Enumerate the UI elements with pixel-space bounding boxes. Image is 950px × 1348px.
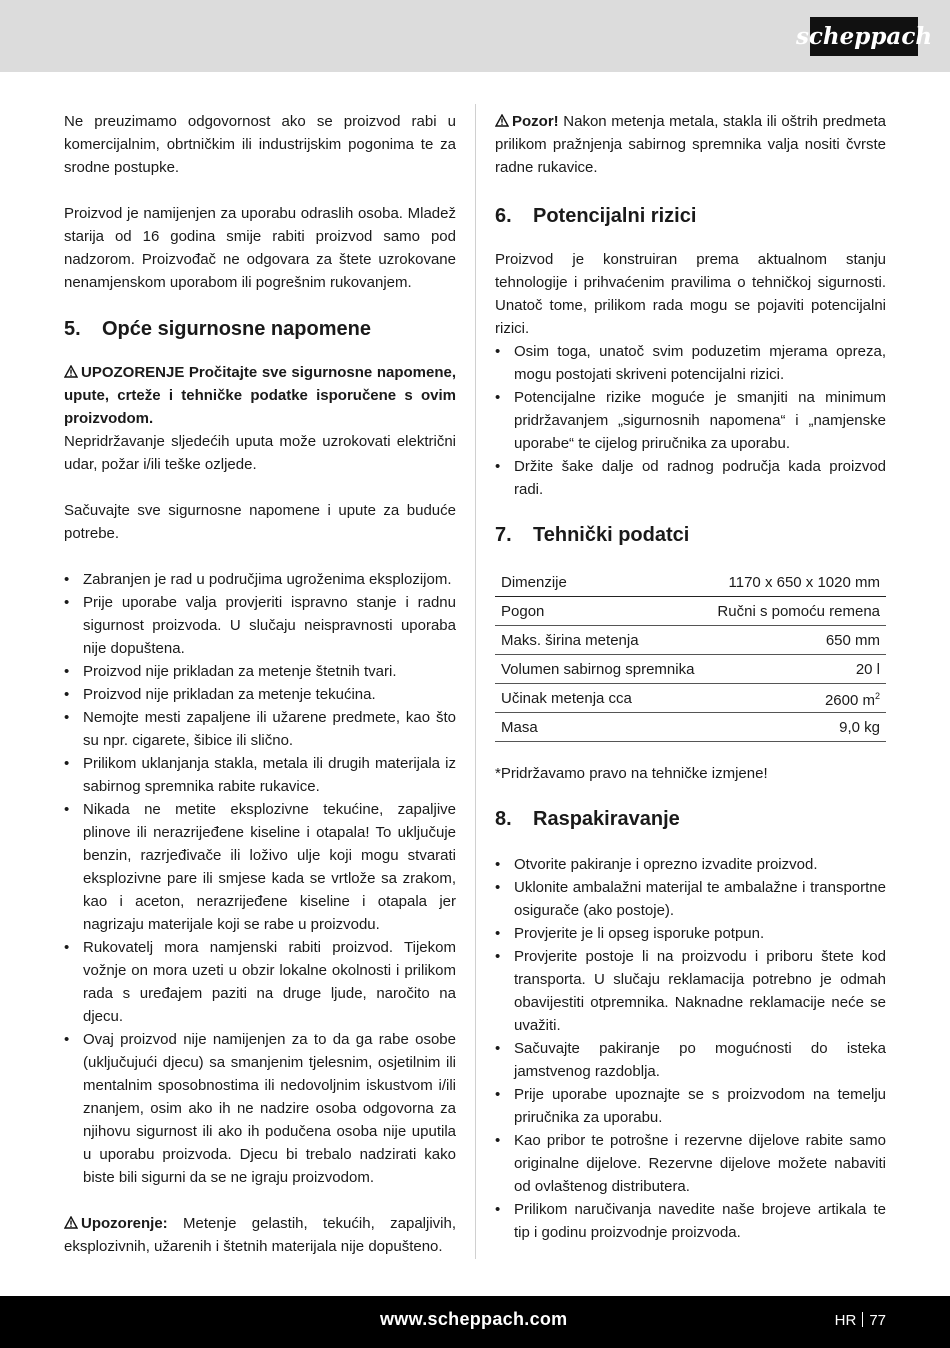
list-item: • Nemojte mesti zapaljene ili užarene predmete, kao što su npr. cigarete, šibice ili slično.	[64, 706, 456, 752]
table-row	[495, 568, 886, 597]
section-6-heading	[495, 203, 886, 229]
table-cell-label: Volumen sabirnog spremnika	[495, 655, 706, 684]
unpacking-bullet-list	[495, 853, 886, 1244]
technical-data-table	[495, 568, 886, 742]
list-item: • Proizvod nije prikladan za metenje štetnih tvari.	[64, 660, 456, 683]
liability-paragraph: Ne preuzimamo odgovornost ako se proizvod rabi u komercijalnim, obrtničkim ili industrijskim pogonima te za srodne postupke.	[64, 113, 456, 176]
section-7-heading	[495, 522, 886, 548]
section-8-heading	[495, 806, 886, 832]
page-header	[0, 0, 950, 72]
technical-changes-note: *Pridržavamo pravo na tehničke izmjene!	[495, 765, 768, 782]
safety-warning-heading	[64, 361, 456, 430]
section-number: 7.	[495, 524, 512, 546]
list-item: • Kao pribor te potrošne i rezervne dijelove rabite samo originalne dijelove. Rezervne dijelove možete nabaviti od ovlaštenog distributera.	[495, 1129, 886, 1198]
table-cell-value: Ručni s pomoću remena	[706, 597, 886, 626]
table-row	[495, 597, 886, 626]
list-item: • Zabranjen je rad u područjima ugroženima eksplozijom.	[64, 568, 456, 591]
table-row	[495, 626, 886, 655]
separator	[862, 1312, 863, 1327]
table-cell-value: 9,0 kg	[706, 713, 886, 742]
list-item: • Nikada ne metite eksplozivne tekućine, zapaljive plinove ili nerazrijeđene kiseline i otapala! To uključuje benzin, razrjeđivače ili loživo ulje koji mogu stvarati eksplozivne pare ili smjese kada se vrtlože sa zrakom, kao i aceton, nerazrijeđene kiseline i otapala jer nagrizaju materijale koji se rabe u proizvodu.	[64, 798, 456, 936]
website-link[interactable]: www.scheppach.com	[380, 1309, 568, 1329]
section-title: Raspakiravanje	[533, 808, 680, 830]
list-item: • Provjerite postoje li na proizvodu i priboru štete kod transporta. U slučaju reklamacija potrebno je odmah obavijestiti otpremnika. Naknadne reklamacije neće se uvažiti.	[495, 945, 886, 1037]
list-item: • Prilikom uklanjanja stakla, metala ili drugih materijala iz sabirnog spremnika rabite rukavice.	[64, 752, 456, 798]
table-cell-value: 650 mm	[706, 626, 886, 655]
section-title: Tehnički podatci	[533, 524, 690, 546]
right-column	[495, 110, 886, 1244]
caution-text: Nakon metenja metala, stakla ili oštrih predmeta prilikom pražnjenja sabirnog spremnika valja nositi čvrste radne rukavice.	[495, 113, 886, 176]
caution-note	[495, 110, 886, 179]
list-item: • Proizvod nije prikladan za metenje tekućina.	[64, 683, 456, 706]
page-number: 77	[869, 1312, 886, 1329]
language-code: HR	[834, 1312, 857, 1329]
table-cell-label: Učinak metenja cca	[495, 684, 706, 713]
warning-icon	[64, 365, 78, 378]
note-label: Upozorenje:	[81, 1215, 168, 1232]
value-text: 2600 m	[824, 691, 875, 709]
keep-instructions-text: Sačuvajte sve sigurnosne napomene i upute za buduće potrebe.	[64, 502, 456, 542]
note-text: Metenje gelastih, tekućih, zapaljivih, eksplozivnih, užarenih i štetnih materijala nije dopušteno.	[64, 1215, 456, 1255]
list-item: • Osim toga, unatoč svim poduzetim mjerama opreza, mogu postojati skriveni potencijalni rizici.	[495, 340, 886, 386]
section-number: 8.	[495, 808, 512, 830]
section-5-heading	[64, 316, 456, 342]
table-cell-value: 1170 x 650 x 1020 mm	[706, 568, 886, 597]
section-title: Potencijalni rizici	[533, 205, 697, 227]
list-item: • Prilikom naručivanja navedite naše brojeve artikala te tip i godinu proizvodnje proizvoda.	[495, 1198, 886, 1244]
table-cell-label: Masa	[495, 713, 706, 742]
table-cell-value	[706, 684, 886, 713]
table-cell-label: Dimenzije	[495, 568, 706, 597]
list-item: • Prije uporabe upoznajte se s proizvodom na temelju priručnika za uporabu.	[495, 1083, 886, 1129]
warning-icon	[495, 114, 509, 127]
list-item: • Držite šake dalje od radnog područja kada proizvod radi.	[495, 455, 886, 501]
list-item: • Uklonite ambalažni materijal te ambalažne i transportne osigurače (ako postoje).	[495, 876, 886, 922]
page-footer	[0, 1296, 950, 1348]
section-number: 6.	[495, 205, 512, 227]
column-divider	[475, 104, 476, 1259]
list-item: • Rukovatelj mora namjenski rabiti proizvod. Tijekom vožnje on mora uzeti u obzir lokalne okolnosti i prilikom rada s uređajem paziti na druge ljude, naročito na djecu.	[64, 936, 456, 1028]
risk-bullet-list	[495, 340, 886, 501]
list-item: • Potencijalne rizike moguće je smanjiti na minimum pridržavanjem „sigurnosnih napomena“ i „namjenske uporabe“ te cijelog priručnika za uporabu.	[495, 386, 886, 455]
safety-warning-text: Nepridržavanje sljedećih uputa može uzrokovati električni udar, požar i/ili teške ozljede.	[64, 433, 456, 473]
scheppach-logo: scheppach	[810, 17, 918, 56]
intended-use-paragraph: Proizvod je namijenjen za uporabu odraslih osoba. Mladež starija od 16 godina smije rabiti proizvod samo pod nadzorom. Proizvođač ne odgovara za štete uzrokovane nenamjenskom uporabom ili pogrešnim rukovanjem.	[64, 205, 456, 291]
table-cell-label: Pogon	[495, 597, 706, 626]
table-cell-label: Maks. širina metenja	[495, 626, 706, 655]
sweeping-warning-note	[64, 1212, 456, 1258]
table-row	[495, 655, 886, 684]
warning-icon	[64, 1216, 78, 1229]
list-item: • Otvorite pakiranje i oprezno izvadite proizvod.	[495, 853, 886, 876]
list-item: • Ovaj proizvod nije namijenjen za to da ga rabe osobe (uključujući djecu) sa smanjenim tjelesnim, osjetilnim ili mentalnim sposobnostima ili nedovoljnim iskustvom i/ili znanjem, osim ako ih ne nadzire osoba odgovorna za njihovu sigurnost ili ako ih podučena osoba nije uputila u uporabu proizvoda. Djecu bi trebalo nadzirati kako biste bili sigurni da se ne igraju proizvodom.	[64, 1028, 456, 1189]
table-row	[495, 684, 886, 713]
section-title: Opće sigurnosne napomene	[102, 318, 371, 340]
list-item: • Sačuvajte pakiranje po mogućnosti do isteka jamstvenog razdoblja.	[495, 1037, 886, 1083]
left-column	[64, 110, 456, 1258]
page-indicator	[835, 1310, 886, 1329]
table-cell-value: 20 l	[706, 655, 886, 684]
unit-superscript: 2	[874, 690, 880, 701]
risk-intro-paragraph: Proizvod je konstruiran prema aktualnom stanju tehnologije i prihvaćenim pravilima o tehničkoj sigurnosti. Unatoč tome, prilikom rada mogu se pojaviti potencijalni rizici.	[495, 251, 886, 337]
list-item: • Prije uporabe valja provjeriti ispravno stanje i radnu sigurnost proizvoda. U slučaju neispravnosti uporaba nije dopuštena.	[64, 591, 456, 660]
caution-label: Pozor!	[512, 113, 559, 130]
section-number: 5.	[64, 318, 81, 340]
safety-bullet-list	[64, 568, 456, 1189]
safety-warning-bold-text: UPOZORENJE Pročitajte sve sigurnosne napomene, upute, crteže i tehničke podatke isporučene s ovim proizvodom.	[64, 364, 456, 427]
table-row	[495, 713, 886, 742]
list-item: • Provjerite je li opseg isporuke potpun.	[495, 922, 886, 945]
